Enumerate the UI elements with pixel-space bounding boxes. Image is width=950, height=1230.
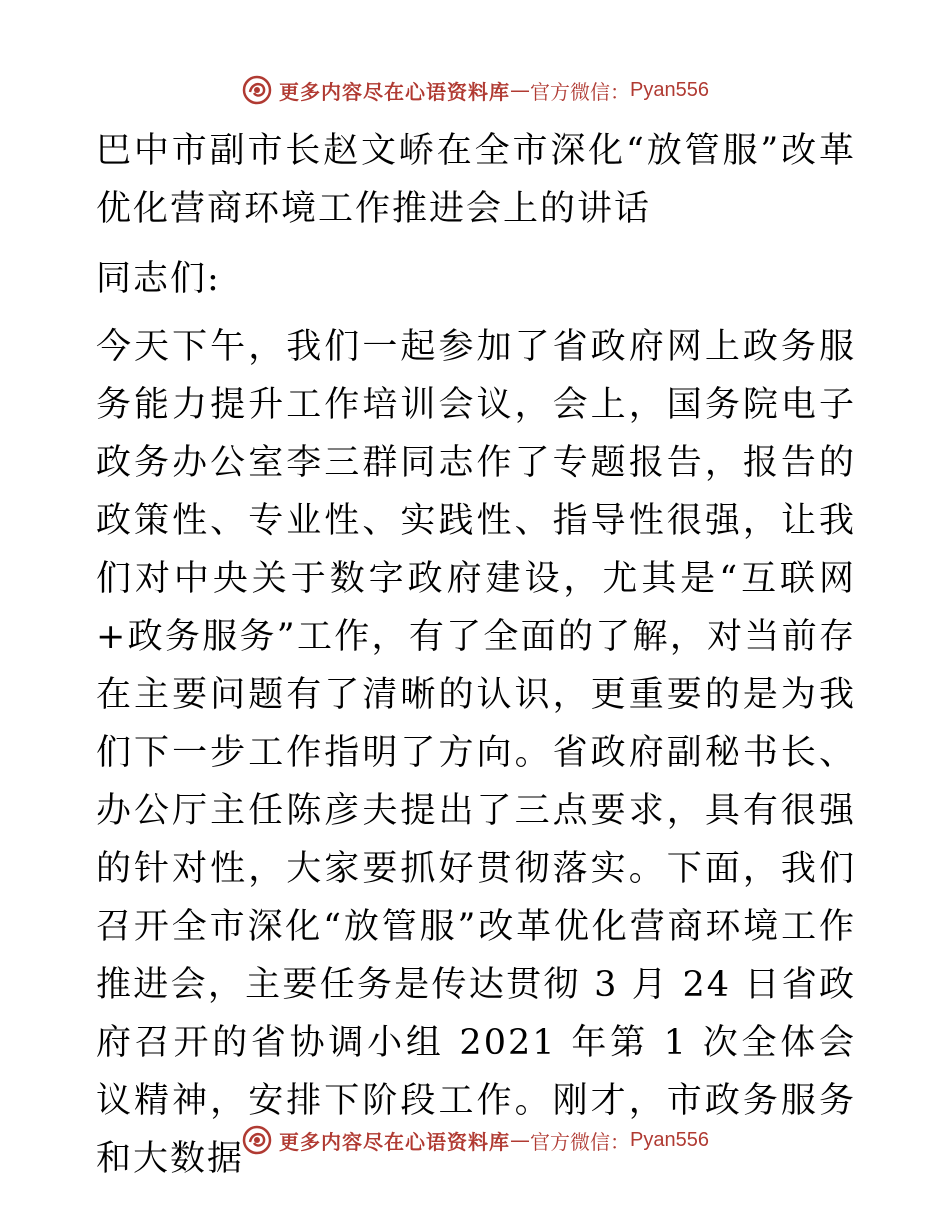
watermark-text: 更多内容尽在心语资料库 <box>279 1129 511 1154</box>
watermark-wechat-id: Pyan556 <box>630 78 709 101</box>
watermark-separator: — <box>510 1128 531 1152</box>
swirl-logo-icon <box>241 74 273 106</box>
document-body <box>96 122 856 1188</box>
document-title: 巴中市副市长赵文峤在全市深化“放管服”改革优化营商环境工作推进会上的讲话 <box>96 131 856 229</box>
watermark-footer <box>0 1120 950 1160</box>
watermark-wechat-id: Pyan556 <box>630 1128 709 1151</box>
swirl-logo-icon <box>241 1124 273 1156</box>
salutation: 同志们: <box>96 259 221 299</box>
watermark-wechat-label: 官方微信： <box>530 79 631 104</box>
watermark-wechat-label: 官方微信： <box>530 1129 631 1154</box>
watermark-separator: — <box>510 78 531 102</box>
body-paragraph: 今天下午，我们一起参加了省政府网上政务服务能力提升工作培训会议，会上，国务院电子政务办公室李三群同志作了专题报告，报告的政策性、专业性、实践性、指导性很强，让我们对中央关于数字政府建设，尤其是“互联网+政务服务”工作，有了全面的了解，对当前存在主要问题有了清晰的认识，更重要的是为我们下一步工作指明了方向。省政府副秘书长、办公厅主任陈彦夫提出了三点要求，具有很强的针对性，大家要抓好贯彻落实。下面，我们召开全市深化“放管服”改革优化营商环境工作推进会，主要任务是传达贯彻 3 月 24 日省政府召开的省协调小组 2021 年第 1 次全体会议精神，安排下阶段工作。刚才，市政务服务和大数据 <box>96 327 856 1179</box>
watermark-text: 更多内容尽在心语资料库 <box>279 79 511 104</box>
watermark-header <box>0 70 950 110</box>
